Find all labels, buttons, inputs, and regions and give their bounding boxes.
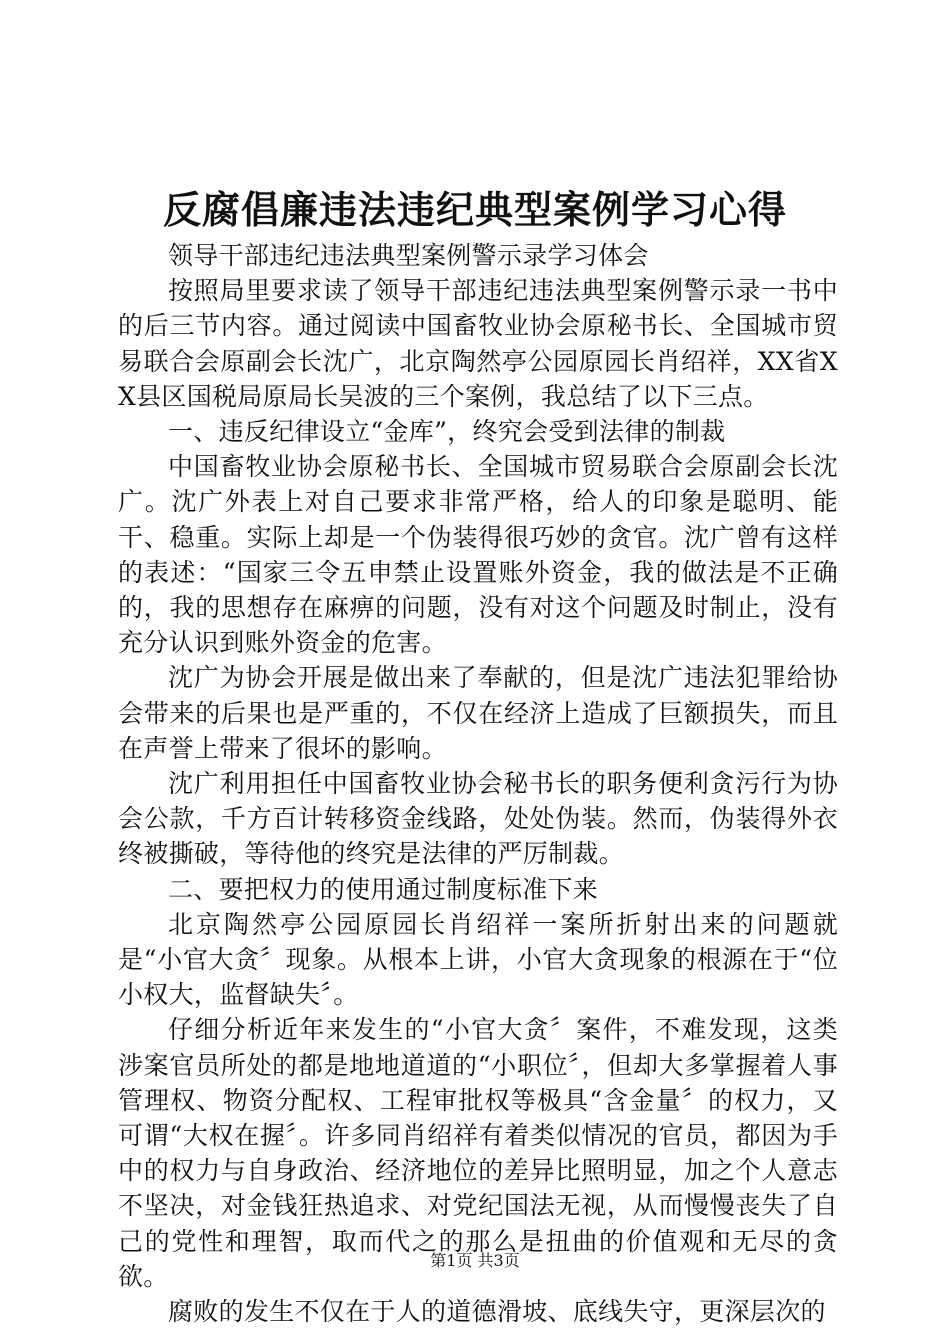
document-body xyxy=(118,238,838,1329)
paragraph: 腐败的发生不仅在于人的道德滑坡、底线失守，更深层次的 xyxy=(168,1297,826,1327)
paragraph: 沈广为协会开展是做出来了奉献的，但是沈广违法犯罪给协会带来的后果也是严重的，不仅在经济上造成了巨额损失，而且在声誉上带来了很坏的影响。 xyxy=(118,663,838,763)
document-title: 反腐倡廉违法违纪典型案例学习心得 xyxy=(162,187,787,232)
paragraph: 按照局里要求读了领导干部违纪违法典型案例警示录一书中的后三节内容。通过阅读中国畜牧业协会原秘书长、全国城市贸易联合会原副会长沈广，北京陶然亭公园原园长肖绍祥，XX省XX县区国税局原局长吴波的三个案例，我总结了以下三点。 xyxy=(118,276,838,411)
paragraph-subtitle: 领导干部违纪违法典型案例警示录学习体会 xyxy=(168,241,649,270)
paragraph: 沈广利用担任中国畜牧业协会秘书长的职务便利贪污行为协会公款，千方百计转移资金线路，处处伪装。然而，伪装得外衣终被撕破，等待他的终究是法律的严厉制裁。 xyxy=(118,769,838,869)
paragraph: 北京陶然亭公园原园长肖绍祥一案所折射出来的问题就是“小官大贪〞现象。从根本上讲，小官大贪现象的根源在于“位小权大，监督缺失〞。 xyxy=(118,909,838,1010)
section-heading-2: 二、要把权力的使用通过制度标准下来 xyxy=(168,874,599,904)
page-footer: 第1页 共3页 xyxy=(430,1251,520,1270)
paragraph: 中国畜牧业协会原秘书长、全国城市贸易联合会原副会长沈广。沈广外表上对自己要求非常严格，给人的印象是聪明、能干、稳重。实际上却是一个伪装得很巧妙的贪官。沈广曾有这样的表述：“国家三令五申禁止设置账外资金，我的做法是不正确的，我的思想存在麻痹的问题，没有对这个问题及时制止，没有充分认识到账外资金的危害。 xyxy=(118,452,838,658)
paragraph: 仔细分析近年来发生的“小官大贪〞案件，不难发现，这类涉案官员所处的都是地地道道的“小职位〞，但却大多掌握着人事管理权、物资分配权、工程审批权等极具“含金量〞的权力，又可谓“大权在握〞。许多同肖绍祥有着类似情况的官员，都因为手中的权力与自身政治、经济地位的差异比照明显，加之个人意志不坚决，对金钱狂热追求、对党纪国法无视，从而慢慢丧失了自己的党性和理智，取而代之的那么是扭曲的价值观和无尽的贪欲。 xyxy=(118,1015,838,1291)
section-heading-1: 一、违反纪律设立“金库”，终究会受到法律的制裁 xyxy=(168,417,726,447)
